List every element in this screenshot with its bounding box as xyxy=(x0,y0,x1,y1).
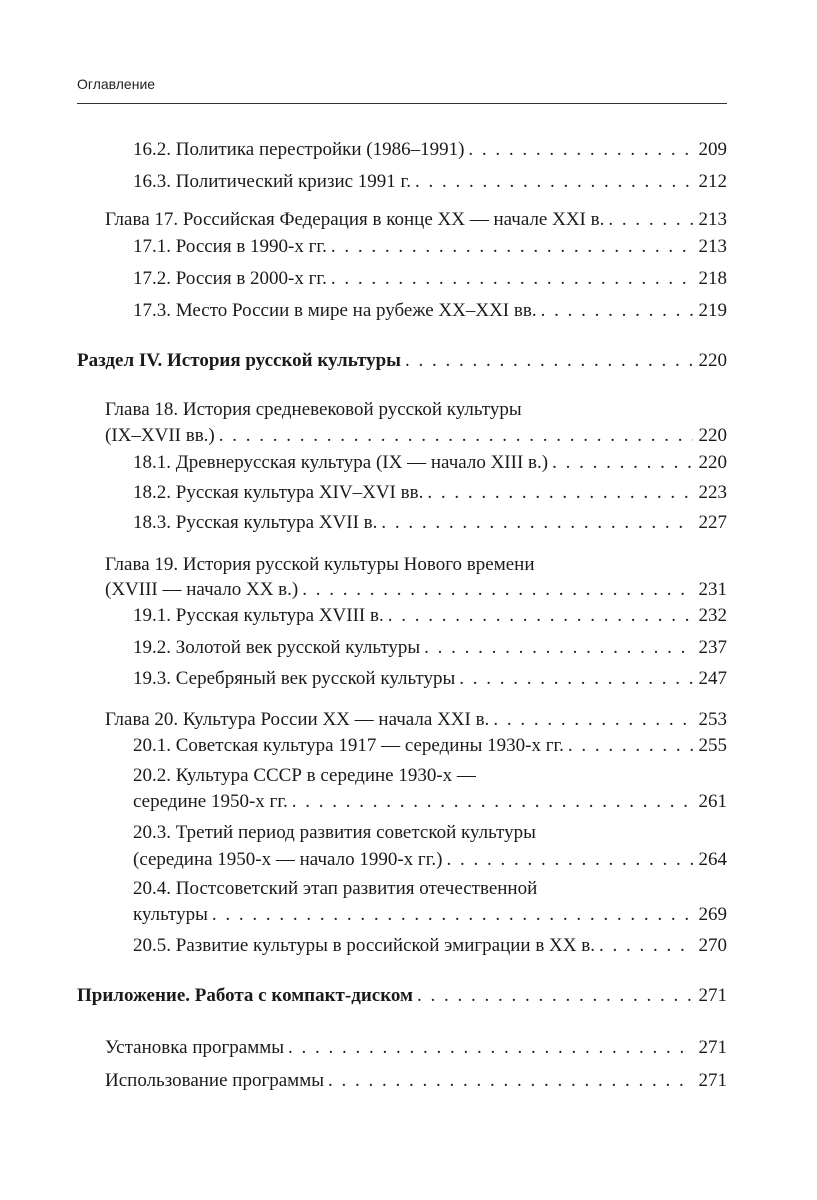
dot-leader xyxy=(381,511,692,535)
toc-section-entry[interactable] xyxy=(77,349,727,373)
toc-entry-title: 17.1. Россия в 1990-х гг. xyxy=(133,236,327,257)
toc-entry-line xyxy=(133,877,727,901)
toc-entry-title: (IX–XVII вв.) xyxy=(105,425,215,446)
dot-leader xyxy=(493,708,692,732)
page-number: 232 xyxy=(698,605,727,626)
running-header: Оглавление xyxy=(77,76,156,92)
toc-entry-title: Раздел IV. История русской культуры xyxy=(77,350,402,371)
page-number: 220 xyxy=(698,452,727,473)
toc-entry-title: 20.1. Советская культура 1917 — середины 1930-х гг. xyxy=(133,735,564,756)
toc-entry[interactable] xyxy=(133,790,727,814)
toc-entry-line xyxy=(105,398,727,422)
toc-entry[interactable] xyxy=(105,208,727,232)
toc-entry[interactable] xyxy=(133,604,727,628)
toc-entry-title: 20.5. Развитие культуры в российской эмиграции в XX в. xyxy=(133,935,595,956)
toc-entry-line xyxy=(133,821,727,845)
dot-leader xyxy=(302,578,692,602)
page-number: 213 xyxy=(698,236,727,257)
toc-entry[interactable] xyxy=(133,267,727,291)
toc-entry[interactable] xyxy=(133,903,727,927)
toc-entry-title: (середина 1950-х — начало 1990-х гг.) xyxy=(133,849,443,870)
page-number: 223 xyxy=(698,482,727,503)
toc-section-entry[interactable] xyxy=(77,984,727,1008)
toc-entry-title: 18.1. Древнерусская культура (IX — начало XIII в.) xyxy=(133,452,549,473)
toc-entry-title: Приложение. Работа с компакт-диском xyxy=(77,985,413,1006)
dot-leader xyxy=(417,984,693,1008)
page-number: 255 xyxy=(698,735,727,756)
toc-entry-title: 18.2. Русская культура XIV–XVI вв. xyxy=(133,482,424,503)
dot-leader xyxy=(552,451,692,475)
toc-entry-title: 17.3. Место России в мире на рубеже XX–XXI вв. xyxy=(133,300,537,321)
toc-entry-title: Глава 20. Культура России XX — начала XXI в. xyxy=(105,709,490,730)
dot-leader xyxy=(219,424,693,448)
page-number: 270 xyxy=(698,935,727,956)
toc-entry-title: Установка программы xyxy=(105,1037,285,1058)
toc-entry-title: 19.3. Серебряный век русской культуры xyxy=(133,668,456,689)
toc-entry-title: 16.2. Политика перестройки (1986–1991) xyxy=(133,139,465,160)
toc-entry[interactable] xyxy=(133,511,727,535)
toc-entry-line xyxy=(105,553,727,577)
page-number: 209 xyxy=(698,139,727,160)
toc-entry[interactable] xyxy=(133,734,727,758)
page-number: 261 xyxy=(698,791,727,812)
toc-entry[interactable] xyxy=(105,1036,727,1060)
page-number: 271 xyxy=(698,1037,727,1058)
dot-leader xyxy=(568,734,693,758)
toc-entry[interactable] xyxy=(105,708,727,732)
dot-leader xyxy=(292,790,693,814)
dot-leader xyxy=(608,208,692,232)
toc-entry-title: Глава 18. История средневековой русской культуры xyxy=(105,399,522,420)
toc-entry-title: Использование программы xyxy=(105,1070,324,1091)
page-number: 271 xyxy=(698,985,727,1006)
header-rule xyxy=(77,103,727,104)
dot-leader xyxy=(468,138,692,162)
toc-entry[interactable] xyxy=(133,235,727,259)
toc-entry-title: 17.2. Россия в 2000-х гг. xyxy=(133,268,327,289)
toc-entry-line xyxy=(133,764,727,788)
page-number: 213 xyxy=(698,209,727,230)
page-number: 212 xyxy=(698,171,727,192)
page-number: 247 xyxy=(698,668,727,689)
dot-leader xyxy=(288,1036,692,1060)
page-number: 237 xyxy=(698,637,727,658)
page-number: 269 xyxy=(698,904,727,925)
toc-entry-title: Глава 17. Российская Федерация в конце XX — начале XXI в. xyxy=(105,209,605,230)
page-number: 253 xyxy=(698,709,727,730)
toc-entry[interactable] xyxy=(133,170,727,194)
toc-entry-title: 19.1. Русская культура XVIII в. xyxy=(133,605,384,626)
dot-leader xyxy=(599,934,693,958)
page-number: 220 xyxy=(698,350,727,371)
dot-leader xyxy=(459,667,692,691)
dot-leader xyxy=(415,170,693,194)
toc-entry-title: культуры xyxy=(133,904,208,925)
toc-entry[interactable] xyxy=(133,299,727,323)
toc-entry[interactable] xyxy=(133,451,727,475)
toc-entry-title: 20.3. Третий период развития советской культуры xyxy=(133,822,536,843)
toc-entry-title: (XVIII — начало XX в.) xyxy=(105,579,299,600)
toc-entry[interactable] xyxy=(105,1069,727,1093)
toc-entry[interactable] xyxy=(133,848,727,872)
toc-entry-title: Глава 19. История русской культуры Нового времени xyxy=(105,554,535,575)
page-number: 231 xyxy=(698,579,727,600)
page-number: 264 xyxy=(698,849,727,870)
toc-entry[interactable] xyxy=(133,636,727,660)
toc-entry-title: середине 1950-х гг. xyxy=(133,791,288,812)
page-number: 219 xyxy=(698,300,727,321)
toc-entry-title: 20.4. Постсоветский этап развития отечественной xyxy=(133,878,538,899)
dot-leader xyxy=(541,299,693,323)
toc-entry[interactable] xyxy=(105,578,727,602)
toc-entry[interactable] xyxy=(133,138,727,162)
page-number: 227 xyxy=(698,512,727,533)
toc-entry[interactable] xyxy=(133,934,727,958)
toc-entry-title: 20.2. Культура СССР в середине 1930-х — xyxy=(133,765,476,786)
dot-leader xyxy=(331,267,693,291)
dot-leader xyxy=(212,903,693,927)
toc-entry[interactable] xyxy=(105,424,727,448)
page-number: 271 xyxy=(698,1070,727,1091)
dot-leader xyxy=(388,604,693,628)
page-number: 220 xyxy=(698,425,727,446)
dot-leader xyxy=(405,349,692,373)
page-number: 218 xyxy=(698,268,727,289)
dot-leader xyxy=(328,1069,693,1093)
dot-leader xyxy=(446,848,692,872)
dot-leader xyxy=(427,481,692,505)
dot-leader xyxy=(331,235,693,259)
toc-entry[interactable] xyxy=(133,667,727,691)
toc-entry-title: 19.2. Золотой век русской культуры xyxy=(133,637,421,658)
toc-entry[interactable] xyxy=(133,481,727,505)
dot-leader xyxy=(424,636,692,660)
toc-entry-title: 16.3. Политический кризис 1991 г. xyxy=(133,171,411,192)
toc-entry-title: 18.3. Русская культура XVII в. xyxy=(133,512,378,533)
